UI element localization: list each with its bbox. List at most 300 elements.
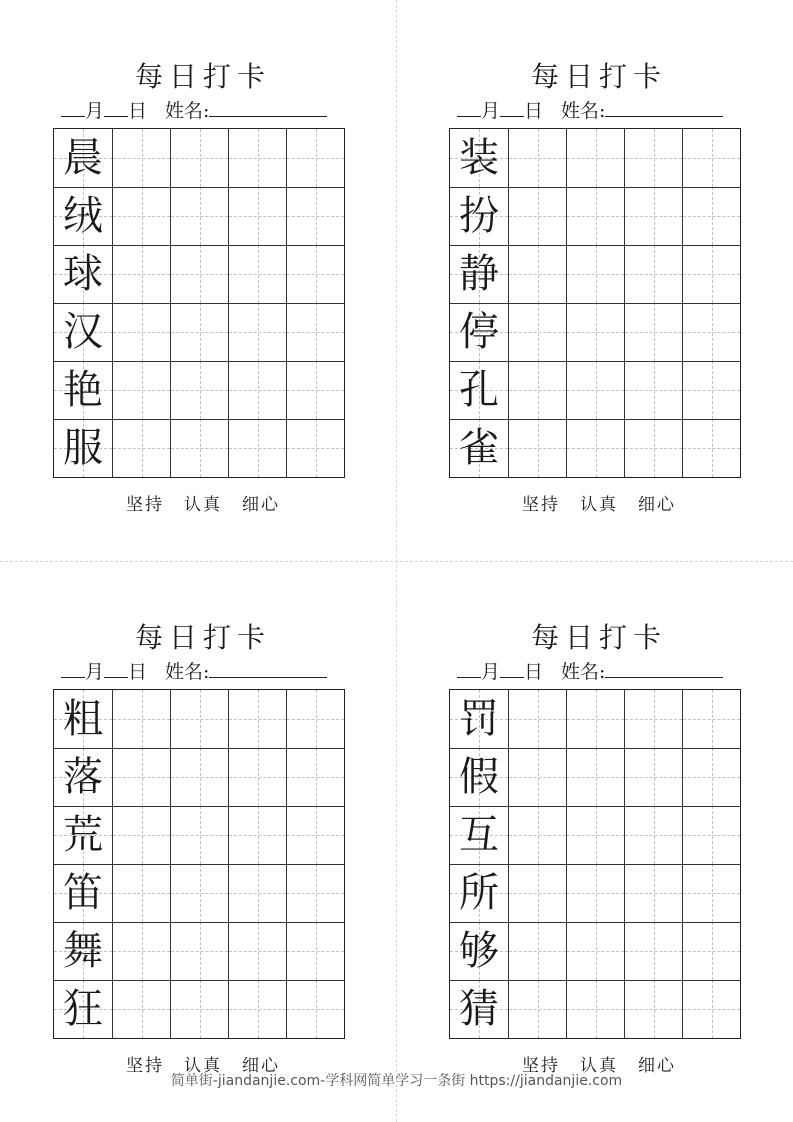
- horizontal-cut-line: [0, 561, 793, 562]
- footer-text: 简单街-jiandanjie.com-学科网简单学习一条街 https://jiandanjie.com: [170, 1073, 623, 1089]
- model-char-cell: [450, 187, 508, 245]
- practice-cell[interactable]: [508, 864, 566, 922]
- cell-guide-horizontal: [683, 158, 740, 159]
- name-label: 姓名:: [561, 100, 606, 122]
- practice-cell[interactable]: [286, 980, 344, 1038]
- grid-row: [450, 690, 740, 748]
- cell-guide-horizontal: [287, 777, 344, 778]
- model-char-cell: [450, 806, 508, 864]
- day-blank[interactable]: [500, 659, 524, 678]
- cell-guide-horizontal: [113, 777, 170, 778]
- practice-cell[interactable]: [286, 922, 344, 980]
- model-char-cell: [54, 864, 112, 922]
- model-char-cell: [450, 980, 508, 1038]
- practice-cell[interactable]: [286, 690, 344, 748]
- name-label: 姓名:: [165, 100, 210, 122]
- practice-cell[interactable]: [682, 361, 740, 419]
- practice-cell[interactable]: [508, 187, 566, 245]
- cell-guide-horizontal: [287, 274, 344, 275]
- practice-cell[interactable]: [566, 303, 624, 361]
- grid-row: [54, 419, 344, 477]
- cell-guide-horizontal: [509, 332, 566, 333]
- grid-row: [450, 419, 740, 477]
- model-char-cell: [54, 245, 112, 303]
- cell-guide-horizontal: [567, 332, 624, 333]
- model-char-cell: [54, 922, 112, 980]
- motto-word: 认真: [184, 1056, 222, 1076]
- practice-cell[interactable]: [112, 690, 170, 748]
- cell-guide-horizontal: [625, 274, 682, 275]
- practice-cell[interactable]: [508, 361, 566, 419]
- cell-guide-horizontal: [625, 777, 682, 778]
- practice-cell[interactable]: [286, 806, 344, 864]
- practice-cell[interactable]: [682, 129, 740, 187]
- practice-cell[interactable]: [508, 245, 566, 303]
- cell-guide-horizontal: [625, 1009, 682, 1010]
- date-name-line: [457, 659, 723, 685]
- practice-cell[interactable]: [228, 690, 286, 748]
- cell-guide-horizontal: [113, 835, 170, 836]
- model-char-cell: [450, 361, 508, 419]
- practice-cell[interactable]: [508, 748, 566, 806]
- cell-guide-horizontal: [113, 332, 170, 333]
- day-label: 日: [128, 100, 148, 122]
- month-blank[interactable]: [61, 659, 85, 678]
- motto-word: 坚持: [126, 1056, 164, 1076]
- cell-guide-horizontal: [567, 390, 624, 391]
- model-character: 荒: [63, 812, 103, 858]
- grid-row: [450, 922, 740, 980]
- practice-cell[interactable]: [508, 922, 566, 980]
- cell-guide-horizontal: [625, 332, 682, 333]
- model-character: 落: [63, 754, 103, 800]
- practice-cell[interactable]: [228, 922, 286, 980]
- model-character: 汉: [63, 309, 103, 355]
- practice-cell[interactable]: [624, 690, 682, 748]
- practice-cell[interactable]: [228, 129, 286, 187]
- practice-cell[interactable]: [112, 245, 170, 303]
- grid-row: [54, 864, 344, 922]
- cell-guide-horizontal: [229, 951, 286, 952]
- practice-cell[interactable]: [682, 245, 740, 303]
- motto-word: 细心: [242, 1056, 280, 1076]
- cell-guide-horizontal: [683, 390, 740, 391]
- model-character: 停: [459, 309, 499, 355]
- practice-cell[interactable]: [286, 245, 344, 303]
- cell-guide-horizontal: [229, 216, 286, 217]
- day-blank[interactable]: [104, 98, 128, 117]
- practice-cell[interactable]: [624, 864, 682, 922]
- practice-cell[interactable]: [286, 748, 344, 806]
- practice-cell[interactable]: [112, 864, 170, 922]
- model-character: 静: [459, 251, 499, 297]
- cell-guide-horizontal: [625, 835, 682, 836]
- model-char-cell: [450, 864, 508, 922]
- practice-cell[interactable]: [112, 980, 170, 1038]
- practice-cell[interactable]: [112, 806, 170, 864]
- practice-cell[interactable]: [566, 922, 624, 980]
- cell-guide-horizontal: [113, 216, 170, 217]
- month-label: 月: [481, 661, 501, 683]
- month-blank[interactable]: [457, 659, 481, 678]
- grid-row: [54, 187, 344, 245]
- cell-guide-horizontal: [683, 274, 740, 275]
- card-title: 每日打卡: [134, 60, 271, 93]
- date-name-line: [457, 98, 723, 124]
- cell-guide-horizontal: [509, 893, 566, 894]
- grid-row: [54, 303, 344, 361]
- practice-cell[interactable]: [112, 361, 170, 419]
- practice-cell[interactable]: [624, 129, 682, 187]
- motto-word: 坚持: [126, 495, 164, 515]
- cell-guide-horizontal: [113, 951, 170, 952]
- model-char-cell: [450, 690, 508, 748]
- month-blank[interactable]: [457, 98, 481, 117]
- cell-guide-horizontal: [171, 951, 228, 952]
- practice-cell[interactable]: [682, 748, 740, 806]
- motto-word: 细心: [638, 495, 676, 515]
- card-title: 每日打卡: [134, 621, 271, 654]
- practice-cell[interactable]: [228, 806, 286, 864]
- practice-cell[interactable]: [508, 690, 566, 748]
- cell-guide-horizontal: [287, 835, 344, 836]
- practice-cell[interactable]: [170, 864, 228, 922]
- cell-guide-horizontal: [287, 448, 344, 449]
- cell-guide-horizontal: [171, 274, 228, 275]
- cell-guide-horizontal: [113, 1009, 170, 1010]
- motto-word: 坚持: [522, 1056, 560, 1076]
- practice-cell[interactable]: [286, 303, 344, 361]
- cell-guide-horizontal: [509, 719, 566, 720]
- model-char-cell: [54, 303, 112, 361]
- cell-guide-horizontal: [509, 158, 566, 159]
- practice-cell[interactable]: [228, 748, 286, 806]
- practice-cell[interactable]: [682, 980, 740, 1038]
- cell-guide-horizontal: [229, 332, 286, 333]
- writing-grid: [53, 128, 345, 478]
- model-character: 舞: [63, 928, 103, 974]
- cell-guide-horizontal: [113, 390, 170, 391]
- practice-cell[interactable]: [286, 361, 344, 419]
- cell-guide-horizontal: [683, 332, 740, 333]
- practice-cell[interactable]: [112, 419, 170, 477]
- cell-guide-horizontal: [509, 777, 566, 778]
- motto-word: 认真: [184, 495, 222, 515]
- cell-guide-horizontal: [567, 1009, 624, 1010]
- grid-row: [54, 690, 344, 748]
- cell-guide-horizontal: [567, 216, 624, 217]
- cell-guide-horizontal: [287, 893, 344, 894]
- practice-cell[interactable]: [682, 187, 740, 245]
- cell-guide-horizontal: [229, 719, 286, 720]
- day-label: 日: [524, 100, 544, 122]
- practice-cell[interactable]: [566, 187, 624, 245]
- writing-grid: [449, 689, 741, 1039]
- grid-row: [54, 748, 344, 806]
- practice-cell[interactable]: [566, 361, 624, 419]
- practice-cell[interactable]: [566, 419, 624, 477]
- cell-guide-horizontal: [229, 1009, 286, 1010]
- grid-row: [450, 361, 740, 419]
- grid-row: [54, 129, 344, 187]
- practice-cell[interactable]: [508, 806, 566, 864]
- cell-guide-horizontal: [171, 332, 228, 333]
- model-character: 狂: [63, 986, 103, 1032]
- practice-cell[interactable]: [286, 419, 344, 477]
- cell-guide-horizontal: [509, 1009, 566, 1010]
- model-char-cell: [54, 690, 112, 748]
- cell-guide-horizontal: [287, 951, 344, 952]
- cell-guide-horizontal: [509, 390, 566, 391]
- model-character: 绒: [63, 193, 103, 239]
- grid-row: [450, 980, 740, 1038]
- day-blank[interactable]: [104, 659, 128, 678]
- model-character: 艳: [63, 367, 103, 413]
- practice-cell[interactable]: [170, 922, 228, 980]
- cell-guide-horizontal: [625, 893, 682, 894]
- model-char-cell: [450, 748, 508, 806]
- practice-cell[interactable]: [228, 245, 286, 303]
- month-label: 月: [481, 100, 501, 122]
- cell-guide-horizontal: [171, 216, 228, 217]
- model-character: 罚: [459, 696, 499, 742]
- practice-cell[interactable]: [624, 419, 682, 477]
- model-character: 粗: [63, 696, 103, 742]
- practice-cell[interactable]: [682, 864, 740, 922]
- grid-row: [450, 864, 740, 922]
- cell-guide-horizontal: [229, 448, 286, 449]
- model-character: 雀: [459, 425, 499, 471]
- model-character: 所: [459, 870, 499, 916]
- cell-guide-horizontal: [171, 1009, 228, 1010]
- cell-guide-horizontal: [509, 835, 566, 836]
- practice-cell[interactable]: [566, 864, 624, 922]
- practice-cell[interactable]: [112, 187, 170, 245]
- grid-row: [54, 245, 344, 303]
- model-char-cell: [450, 922, 508, 980]
- cell-guide-horizontal: [287, 332, 344, 333]
- practice-cell[interactable]: [508, 419, 566, 477]
- month-blank[interactable]: [61, 98, 85, 117]
- practice-cell[interactable]: [508, 980, 566, 1038]
- cell-guide-horizontal: [229, 274, 286, 275]
- cell-guide-horizontal: [683, 1009, 740, 1010]
- practice-cell[interactable]: [286, 129, 344, 187]
- practice-cell[interactable]: [228, 980, 286, 1038]
- cell-guide-horizontal: [171, 893, 228, 894]
- model-character: 猜: [459, 986, 499, 1032]
- model-character: 扮: [459, 193, 499, 239]
- cell-guide-horizontal: [567, 777, 624, 778]
- practice-cell[interactable]: [624, 361, 682, 419]
- practice-cell[interactable]: [508, 129, 566, 187]
- month-label: 月: [85, 661, 105, 683]
- practice-cell[interactable]: [566, 690, 624, 748]
- model-char-cell: [450, 419, 508, 477]
- cell-guide-horizontal: [509, 274, 566, 275]
- cell-guide-horizontal: [509, 448, 566, 449]
- name-blank[interactable]: [209, 659, 327, 678]
- practice-cell[interactable]: [566, 245, 624, 303]
- model-character: 孔: [459, 367, 499, 413]
- practice-cell[interactable]: [624, 245, 682, 303]
- cell-guide-horizontal: [171, 390, 228, 391]
- cell-guide-horizontal: [509, 951, 566, 952]
- day-label: 日: [524, 661, 544, 683]
- day-label: 日: [128, 661, 148, 683]
- grid-row: [450, 129, 740, 187]
- cell-guide-horizontal: [683, 719, 740, 720]
- practice-cell[interactable]: [112, 129, 170, 187]
- practice-cell[interactable]: [170, 419, 228, 477]
- cell-guide-horizontal: [171, 835, 228, 836]
- practice-cell[interactable]: [624, 806, 682, 864]
- practice-cell[interactable]: [170, 187, 228, 245]
- practice-cell[interactable]: [170, 690, 228, 748]
- grid-row: [450, 748, 740, 806]
- cell-guide-horizontal: [229, 390, 286, 391]
- cell-guide-horizontal: [567, 835, 624, 836]
- model-character: 晨: [63, 135, 103, 181]
- practice-cell[interactable]: [112, 303, 170, 361]
- cell-guide-horizontal: [683, 448, 740, 449]
- name-blank[interactable]: [209, 98, 327, 117]
- cell-guide-horizontal: [567, 893, 624, 894]
- model-char-cell: [54, 980, 112, 1038]
- model-char-cell: [54, 361, 112, 419]
- model-char-cell: [54, 187, 112, 245]
- model-character: 服: [63, 425, 103, 471]
- cell-guide-horizontal: [625, 448, 682, 449]
- motto-word: 细心: [242, 495, 280, 515]
- practice-cell[interactable]: [170, 303, 228, 361]
- model-char-cell: [54, 129, 112, 187]
- practice-cell[interactable]: [228, 187, 286, 245]
- writing-grid: [449, 128, 741, 478]
- cell-guide-horizontal: [509, 216, 566, 217]
- practice-cell[interactable]: [170, 129, 228, 187]
- cell-guide-horizontal: [625, 390, 682, 391]
- motto-word: 坚持: [522, 495, 560, 515]
- practice-cell[interactable]: [624, 187, 682, 245]
- model-character: 球: [63, 251, 103, 297]
- practice-cell[interactable]: [228, 864, 286, 922]
- practice-cell[interactable]: [682, 922, 740, 980]
- month-label: 月: [85, 100, 105, 122]
- cell-guide-horizontal: [113, 274, 170, 275]
- writing-grid: [53, 689, 345, 1039]
- date-name-line: [61, 659, 327, 685]
- cell-guide-horizontal: [113, 893, 170, 894]
- name-label: 姓名:: [165, 661, 210, 683]
- practice-cell[interactable]: [170, 748, 228, 806]
- grid-row: [450, 806, 740, 864]
- practice-cell[interactable]: [170, 361, 228, 419]
- motto-line: [103, 490, 303, 515]
- practice-cell[interactable]: [624, 303, 682, 361]
- model-char-cell: [54, 806, 112, 864]
- cell-guide-horizontal: [229, 893, 286, 894]
- practice-cell[interactable]: [286, 187, 344, 245]
- cell-guide-horizontal: [113, 719, 170, 720]
- grid-row: [450, 303, 740, 361]
- practice-cell[interactable]: [228, 419, 286, 477]
- cell-guide-horizontal: [683, 951, 740, 952]
- cell-guide-horizontal: [567, 719, 624, 720]
- card-title: 每日打卡: [530, 60, 667, 93]
- model-char-cell: [54, 419, 112, 477]
- practice-cell[interactable]: [566, 748, 624, 806]
- practice-cell[interactable]: [112, 922, 170, 980]
- motto-word: 细心: [638, 1056, 676, 1076]
- grid-row: [54, 922, 344, 980]
- practice-cell[interactable]: [286, 864, 344, 922]
- practice-cell[interactable]: [682, 690, 740, 748]
- cell-guide-horizontal: [229, 158, 286, 159]
- model-character: 装: [459, 135, 499, 181]
- model-character: 假: [459, 754, 499, 800]
- practice-cell[interactable]: [170, 980, 228, 1038]
- cell-guide-horizontal: [567, 951, 624, 952]
- motto-word: 认真: [580, 1056, 618, 1076]
- practice-cell[interactable]: [624, 922, 682, 980]
- cell-guide-horizontal: [171, 158, 228, 159]
- practice-cell[interactable]: [508, 303, 566, 361]
- grid-row: [54, 806, 344, 864]
- practice-cell[interactable]: [566, 129, 624, 187]
- cell-guide-horizontal: [287, 719, 344, 720]
- practice-cell[interactable]: [566, 980, 624, 1038]
- practice-cell[interactable]: [682, 806, 740, 864]
- cell-guide-horizontal: [683, 777, 740, 778]
- cell-guide-horizontal: [229, 777, 286, 778]
- practice-cell[interactable]: [566, 806, 624, 864]
- model-character: 够: [459, 928, 499, 974]
- name-blank[interactable]: [605, 98, 723, 117]
- grid-row: [450, 245, 740, 303]
- cell-guide-horizontal: [287, 390, 344, 391]
- model-char-cell: [450, 245, 508, 303]
- practice-cell[interactable]: [624, 748, 682, 806]
- name-blank[interactable]: [605, 659, 723, 678]
- practice-cell[interactable]: [170, 245, 228, 303]
- cell-guide-horizontal: [229, 835, 286, 836]
- cell-guide-horizontal: [171, 777, 228, 778]
- model-char-cell: [450, 129, 508, 187]
- grid-row: [54, 361, 344, 419]
- cell-guide-horizontal: [113, 158, 170, 159]
- practice-cell[interactable]: [682, 419, 740, 477]
- practice-cell[interactable]: [228, 361, 286, 419]
- model-char-cell: [450, 303, 508, 361]
- model-char-cell: [54, 748, 112, 806]
- cell-guide-horizontal: [287, 158, 344, 159]
- cell-guide-horizontal: [625, 951, 682, 952]
- practice-cell[interactable]: [624, 980, 682, 1038]
- practice-cell[interactable]: [228, 303, 286, 361]
- grid-row: [450, 187, 740, 245]
- cell-guide-horizontal: [683, 835, 740, 836]
- cell-guide-horizontal: [287, 1009, 344, 1010]
- cell-guide-horizontal: [567, 448, 624, 449]
- cell-guide-horizontal: [171, 448, 228, 449]
- day-blank[interactable]: [500, 98, 524, 117]
- practice-cell[interactable]: [170, 806, 228, 864]
- practice-cell[interactable]: [682, 303, 740, 361]
- motto-line: [499, 490, 699, 515]
- cell-guide-horizontal: [567, 158, 624, 159]
- practice-cell[interactable]: [112, 748, 170, 806]
